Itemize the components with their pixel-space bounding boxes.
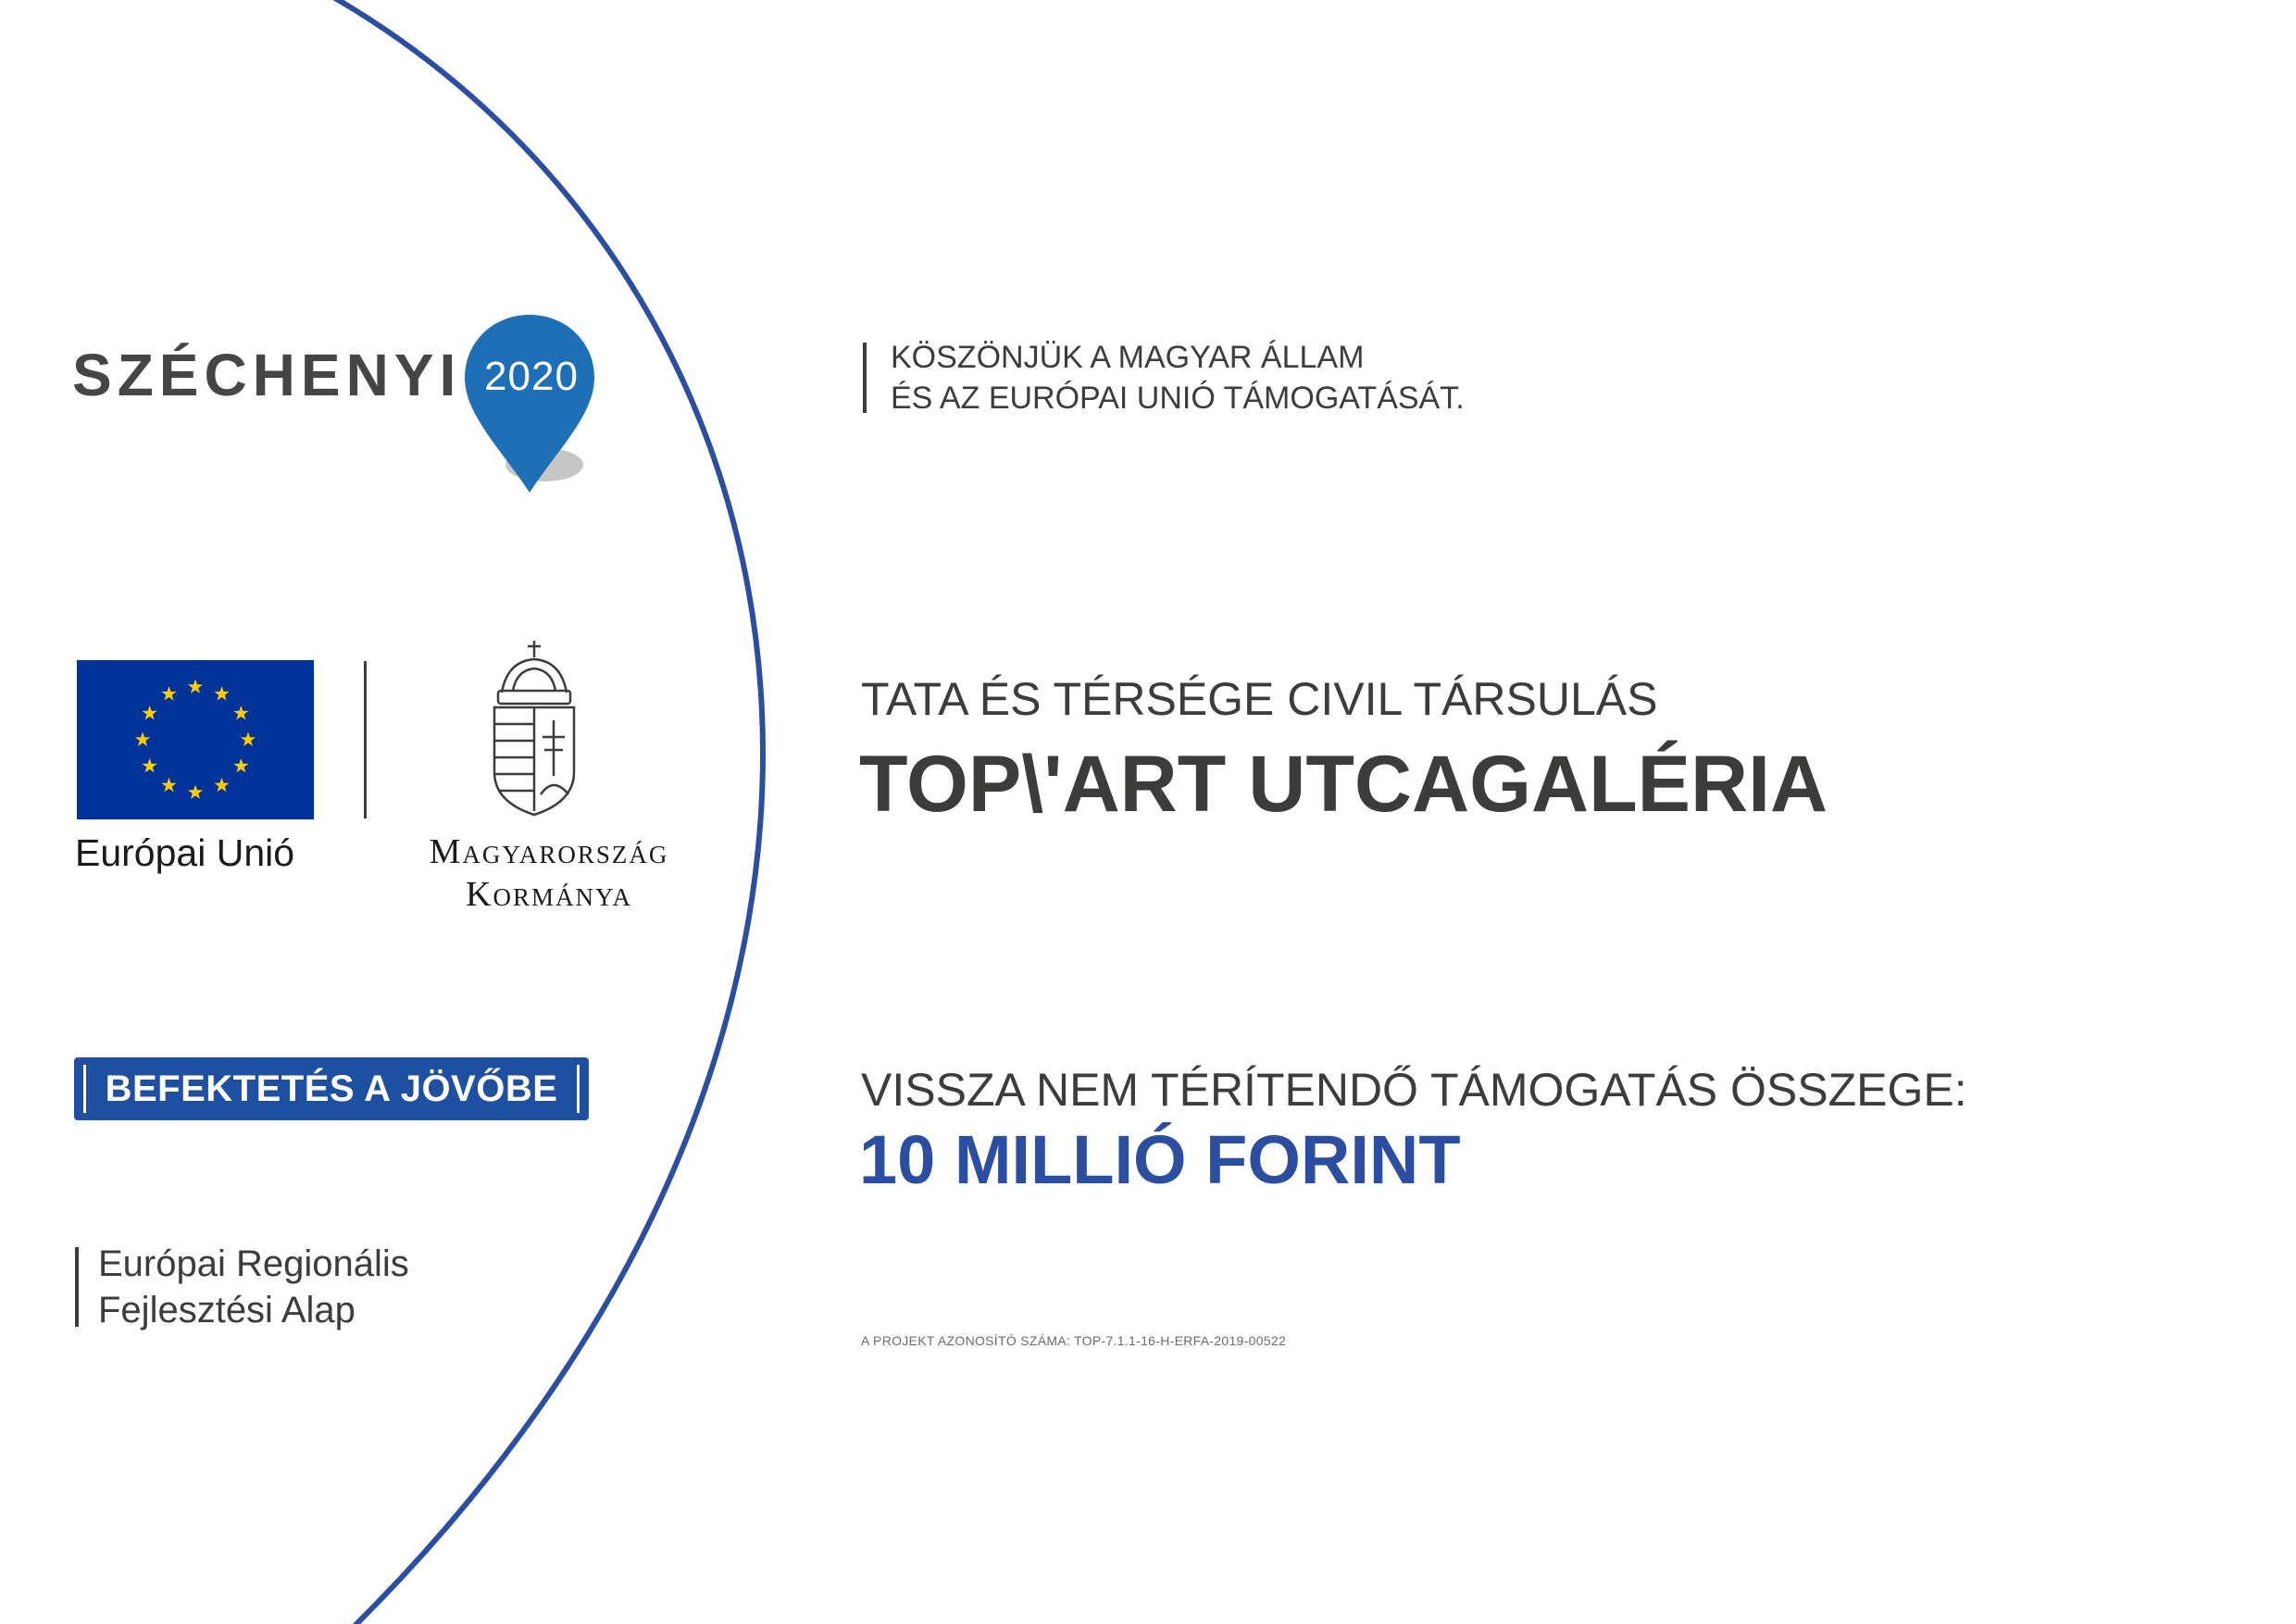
szechenyi-logo-word: SZÉCHENYI: [72, 342, 462, 408]
government-line-1: Magyarország: [429, 832, 669, 871]
fund-name: [98, 1241, 409, 1333]
government-label: [372, 831, 726, 916]
thanks-text: [891, 337, 1465, 418]
project-id: A PROJEKT AZONOSÍTÓ SZÁMA: TOP-7.1.1-16-H-ERFA-2019-00522: [861, 1333, 1287, 1348]
logo-divider: [364, 661, 367, 818]
thanks-line-2: ÉS AZ EURÓPAI UNIÓ TÁMOGATÁSÁT.: [891, 381, 1465, 416]
thanks-line-1: KÖSZÖNJÜK A MAGYAR ÁLLAM: [891, 340, 1365, 375]
amount-value: 10 MILLIÓ FORINT: [859, 1121, 1461, 1198]
location-pin-icon: [455, 311, 604, 496]
coat-of-arms-icon: [489, 637, 580, 818]
project-title: TOP\'ART UTCAGALÉRIA: [859, 740, 1828, 829]
fund-line-1: Európai Regionális: [98, 1243, 409, 1284]
thanks-divider: [863, 343, 867, 413]
invest-in-future-badge: [74, 1057, 589, 1120]
government-line-2: Kormánya: [466, 875, 632, 914]
eu-flag-icon: [77, 660, 314, 819]
fund-line-2: Fejlesztési Alap: [98, 1290, 356, 1330]
fund-divider: [75, 1247, 79, 1327]
szechenyi-logo-year: 2020: [484, 354, 579, 399]
invest-in-future-label: BEFEKTETÉS A JÖVŐBE: [83, 1065, 580, 1113]
amount-label: VISSZA NEM TÉRÍTENDŐ TÁMOGATÁS ÖSSZEGE:: [861, 1064, 1967, 1116]
organization-name: TATA ÉS TÉRSÉGE CIVIL TÁRSULÁS: [861, 673, 1658, 725]
eu-label: Európai Unió: [75, 831, 295, 874]
